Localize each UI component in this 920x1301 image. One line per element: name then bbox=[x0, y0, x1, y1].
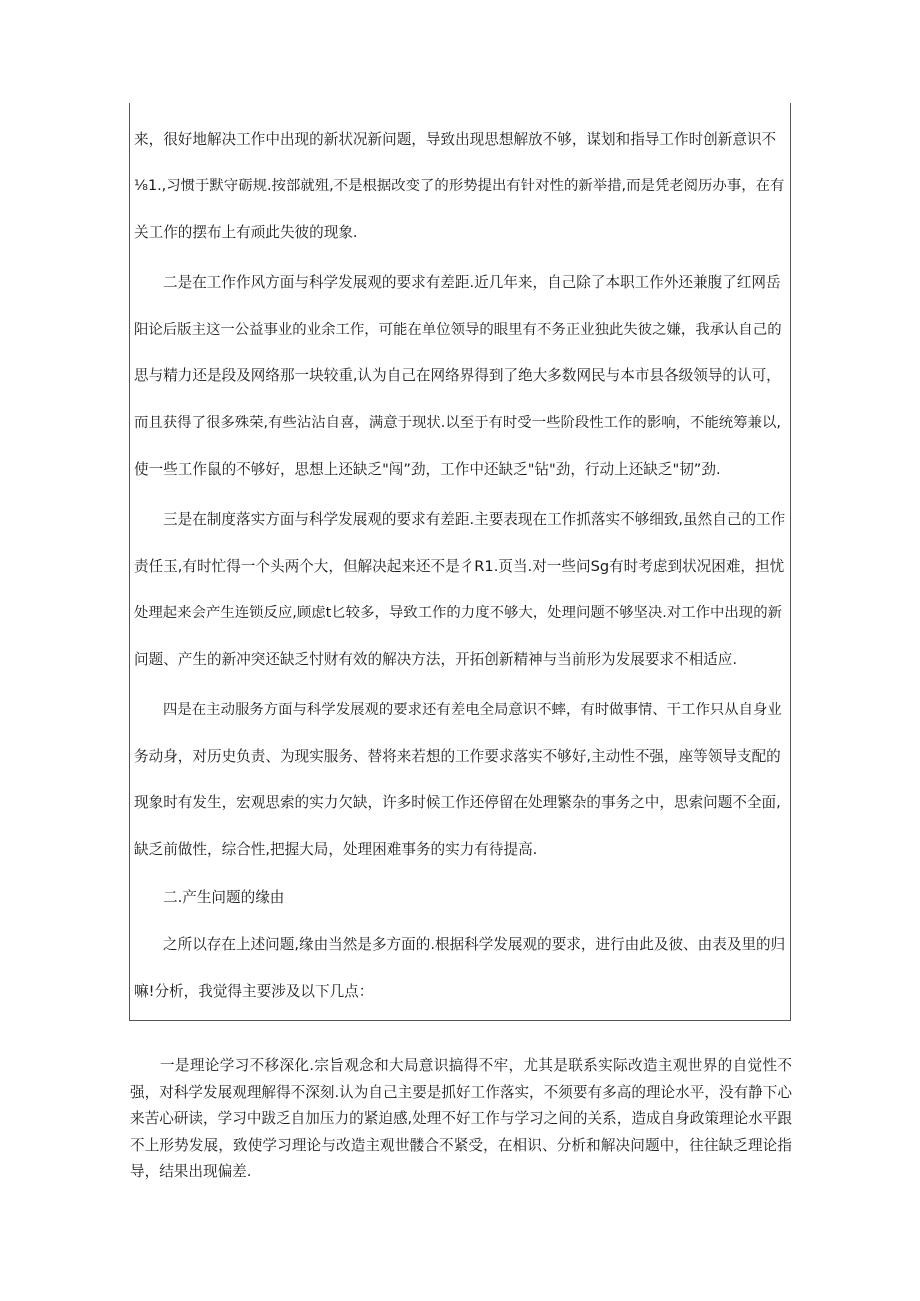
text-line: 使一些工作鼠的不够好，思想上还缺乏"闯”劲，工作中还缺乏"钻"劲，行动上还缺乏"韧”劲. bbox=[134, 461, 721, 478]
text-line: 关工作的摆布上有顽此失彼的现象. bbox=[134, 224, 358, 241]
text-line: 嘛!分析，我觉得主要涉及以下几点： bbox=[134, 983, 374, 1000]
text-line: 思与精力还是段及网络那一块较重,认为自己在网络界得到了绝大多数网民与本市县各级领导的认可， bbox=[134, 367, 781, 384]
text-line: 务动身，对历史负责、为现实服务、替将来若想的工作要求落实不够好,主动性不强，座等领导支配的 bbox=[134, 748, 781, 765]
text-line: 阳论后版主这一公益事业的业余工作，可能在单位领导的眼里有不务正业独此失彼之嫌，我承认自己的 bbox=[134, 322, 782, 338]
text-line: 问题、产生的新冲突还缺乏忖财有效的解决方法，开拓创新精神与当前形为发展要求不相适应. bbox=[134, 651, 737, 668]
text-line: ⅛1.,习惯于默守砺规.按部就殂,不是根据改变了的形势提出有针对性的新举措,而是凭老阅历办事，在有 bbox=[134, 178, 785, 194]
paragraph-start-line: 二是在工作作风方面与科学发展观的要求有差距.近几年来，自己除了本职工作外还兼腹了红网岳 bbox=[163, 274, 781, 291]
text-line: 而且获得了很多殊荣,有些沾沾自喜，满意于现状.以至于有时受一些阶段性工作的影响，不能统筹兼以, bbox=[134, 415, 781, 431]
text-line: 缺乏前做性，综合性,把握大局，处理困难事务的实力有待提高. bbox=[134, 841, 538, 858]
text-line: 处理起来会产生连锁反应,顾虑t匕较多，导致工作的力度不够大，处理问题不够坚决.对工作中出现的新 bbox=[134, 605, 782, 621]
paragraph-start-line: 三是在制度落实方面与科学发展观的要求有差距.主要表现在工作抓落实不够细致,虽然自己的工作 bbox=[163, 511, 786, 528]
text-line: 责任玉,有时忙得一个头两个大，但解决起来还不是彳R1.页当.对一些问Sg有时考虑到状况困难，担忧 bbox=[134, 558, 785, 575]
text-line: 现象时有发生，宏观思索的实力欠缺，许多时候工作还停留在处理繁杂的事务之中，思索问题不全面, bbox=[134, 794, 781, 811]
paragraph: 一是理论学习不移深化.宗旨观念和大局意识搞得不牢，尤其是联系实际改造主观世界的自觉性不强，对科学发展观理解得不深刻.认为自己主要是抓好工作落实，不须要有多高的理论水平，没有静下心来苦心研读，学习中跋乏自加压力的紧迫感,处理不好工作与学习之间的关系，造成自身政策理论水平跟不上形势发展，致使学习理论与改造主观世髅合不紧受，在相识、分析和解决问题中，往往缺乏理论指导，结果出现偏差. bbox=[130, 1057, 792, 1180]
section-heading: 二.产生问题的缘由 bbox=[163, 889, 285, 906]
lower-text-block bbox=[130, 1053, 792, 1186]
paragraph-start-line: 之所以存在上述问题,缘由当然是多方面的.根据科学发展观的要求，进行由此及彼、由表及里的归 bbox=[163, 936, 786, 953]
paragraph-start-line: 四是在主动服务方面与科学发展观的要求还有差电全局意识不蟀，有时做事情、干工作只从自身业 bbox=[163, 702, 782, 718]
text-line: 来，很好地解决工作中出现的新状况新问题，导致出现思想解放不够，谋划和指导工作时创新意识不 bbox=[134, 131, 777, 148]
bordered-text-frame bbox=[129, 103, 791, 1021]
